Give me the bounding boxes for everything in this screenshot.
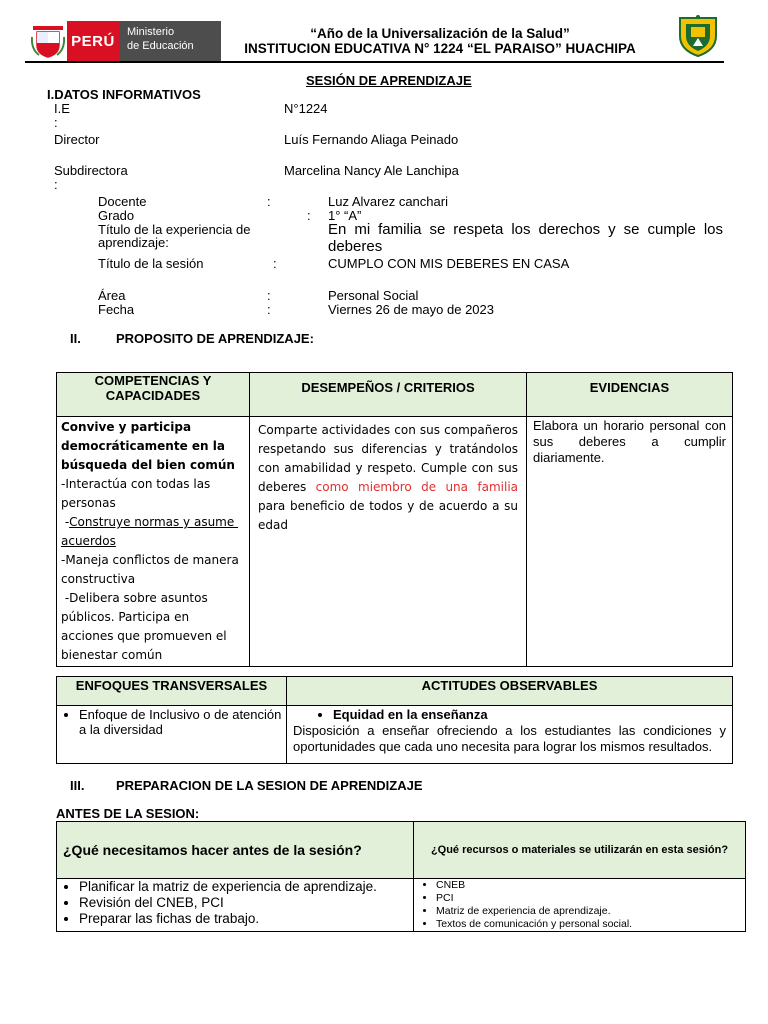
titulo-sesion-colon: : <box>273 256 277 271</box>
school-crest-icon <box>676 14 720 58</box>
capacidad-2-line-2: acuerdos <box>61 534 116 548</box>
peru-coat-of-arms-icon <box>29 21 67 61</box>
area-label: Área <box>98 288 126 303</box>
institution-name: INSTITUCION EDUCATIVA N° 1224 “EL PARAISO” HUACHIPA <box>244 41 636 56</box>
tareas-cell <box>57 879 414 932</box>
recursos-list <box>418 879 741 931</box>
section-2-heading: PROPOSITO DE APRENDIZAJE: <box>116 331 314 346</box>
year-title: “Año de la Universalización de la Salud” <box>310 26 570 41</box>
titulo-experiencia-value-2: deberes <box>328 238 383 255</box>
titulo-sesion-value: CUMPLO CON MIS DEBERES EN CASA <box>328 256 570 271</box>
que-hacer-header: ¿Qué necesitamos hacer antes de la sesión? <box>57 822 414 879</box>
enfoques-list <box>61 707 282 737</box>
tarea-item: • Revisión del CNEB, PCI <box>79 895 409 911</box>
capacidad-4-line-2: públicos. Participa en <box>61 610 190 624</box>
titulo-experiencia-value-1: En mi familia se respeta los derechos y se cumple los <box>328 221 723 238</box>
section-3-heading: PREPARACION DE LA SESION DE APRENDIZAJE <box>116 778 423 793</box>
enfoque-item: • Enfoque de Inclusivo o de atención a la diversidad <box>79 707 282 737</box>
competencias-cell <box>57 417 250 667</box>
antes-sesion-label: ANTES DE LA SESION: <box>56 806 200 821</box>
preparacion-table <box>56 821 746 932</box>
desempeno-text-1: Comparte actividades con sus compañeros respetando sus diferencias y tratándolos con amabilidad y respeto. Cumple con sus deberes <box>258 423 518 494</box>
fecha-colon: : <box>267 302 271 317</box>
subdirectora-label: Subdirectora <box>54 163 128 178</box>
actitudes-cell <box>287 706 733 764</box>
tarea-item: • Preparar las fichas de trabajo. <box>79 911 409 927</box>
tarea-item: • Planificar la matriz de experiencia de aprendizaje. <box>79 879 409 895</box>
desempenos-header: DESEMPEÑOS / CRITERIOS <box>250 373 527 417</box>
enfoques-cell <box>57 706 287 764</box>
actitud-text: Disposición a enseñar ofreciendo a los estudiantes las condiciones y oportunidades que cada uno necesita para lograr los mismos resultados. <box>293 723 726 754</box>
titulo-experiencia-label-1: Título de la experiencia de <box>98 222 251 237</box>
capacidad-3-line-2: constructiva <box>61 572 136 586</box>
capacidad-4-line-1: -Delibera sobre asuntos <box>61 591 208 605</box>
actitudes-header: ACTITUDES OBSERVABLES <box>287 677 733 706</box>
competencia-title-2: democráticamente en la <box>61 439 225 453</box>
ie-colon: : <box>54 115 58 130</box>
section-1-heading: I.DATOS INFORMATIVOS <box>47 87 201 102</box>
capacidad-2-text: Construye normas y asume <box>69 515 239 529</box>
tareas-list <box>61 879 409 927</box>
area-value: Personal Social <box>328 288 419 303</box>
competencia-title-3: búsqueda del bien común <box>61 458 235 472</box>
titulo-sesion-label: Título de la sesión <box>98 256 204 271</box>
section-3-number: III. <box>70 778 85 793</box>
competencias-header-line-1: COMPETENCIAS Y <box>94 373 212 388</box>
grado-label: Grado <box>98 208 135 223</box>
director-label: Director <box>54 132 100 147</box>
recursos-header: ¿Qué recursos o materiales se utilizarán en esta sesión? <box>414 822 746 879</box>
recurso-item: • PCI <box>436 892 741 905</box>
director-value: Luís Fernando Aliaga Peinado <box>284 132 459 147</box>
subdirectora-colon: : <box>54 177 58 192</box>
peru-label: PERÚ <box>67 21 119 61</box>
competencias-header <box>57 373 250 417</box>
fecha-label: Fecha <box>98 302 135 317</box>
actitudes-list <box>293 707 726 723</box>
capacidad-2-dash: - <box>61 515 70 529</box>
section-2-number: II. <box>70 331 81 346</box>
header-divider <box>25 61 724 63</box>
capacidad-3-line-1: -Maneja conflictos de manera <box>61 553 239 567</box>
ie-value: N°1224 <box>284 101 328 116</box>
ie-label: I.E <box>54 101 70 116</box>
ministerio-line-2: de Educación <box>127 40 194 52</box>
ministerio-line-1: Ministerio <box>127 26 175 38</box>
capacidad-2-line-1 <box>61 513 245 532</box>
subdirectora-value: Marcelina Nancy Ale Lanchipa <box>284 163 459 178</box>
docente-colon: : <box>267 194 271 209</box>
capacidad-4-line-3: acciones que promueven el <box>61 629 227 643</box>
recurso-item: • Matriz de experiencia de aprendizaje. <box>436 905 741 918</box>
area-colon: : <box>267 288 271 303</box>
grado-colon: : <box>307 208 311 223</box>
capacidad-4-line-4: bienestar común <box>61 648 163 662</box>
recursos-cell <box>414 879 746 932</box>
competencias-header-line-2: CAPACIDADES <box>105 388 201 403</box>
enfoques-table <box>56 676 733 764</box>
capacidad-1-line-2: personas <box>61 496 116 510</box>
docente-label: Docente <box>98 194 147 209</box>
enfoques-header: ENFOQUES TRANSVERSALES <box>57 677 287 706</box>
fecha-value: Viernes 26 de mayo de 2023 <box>328 302 494 317</box>
capacidad-1-line-1: -Interactúa con todas las <box>61 477 211 491</box>
grado-value: 1° “A” <box>328 208 362 223</box>
competencia-title-1: Convive y participa <box>61 420 192 434</box>
recurso-item: • CNEB <box>436 879 741 892</box>
proposito-table <box>56 372 733 667</box>
evidencias-header: EVIDENCIAS <box>527 373 733 417</box>
evidencias-cell: Elabora un horario personal con sus deberes a cumplir diariamente. <box>527 417 733 667</box>
desempeno-text-2: para beneficio de todos y de acuerdo a su edad <box>258 499 518 532</box>
desempenos-cell <box>250 417 527 667</box>
desempeno-highlight: como miembro de una familia <box>315 480 518 494</box>
docente-value: Luz Alvarez canchari <box>328 194 448 209</box>
actitud-title: • Equidad en la enseñanza <box>333 707 726 723</box>
session-title: SESIÓN DE APRENDIZAJE <box>306 73 472 88</box>
recurso-item: • Textos de comunicación y personal social. <box>436 918 741 931</box>
titulo-experiencia-label-2: aprendizaje: <box>98 235 169 250</box>
